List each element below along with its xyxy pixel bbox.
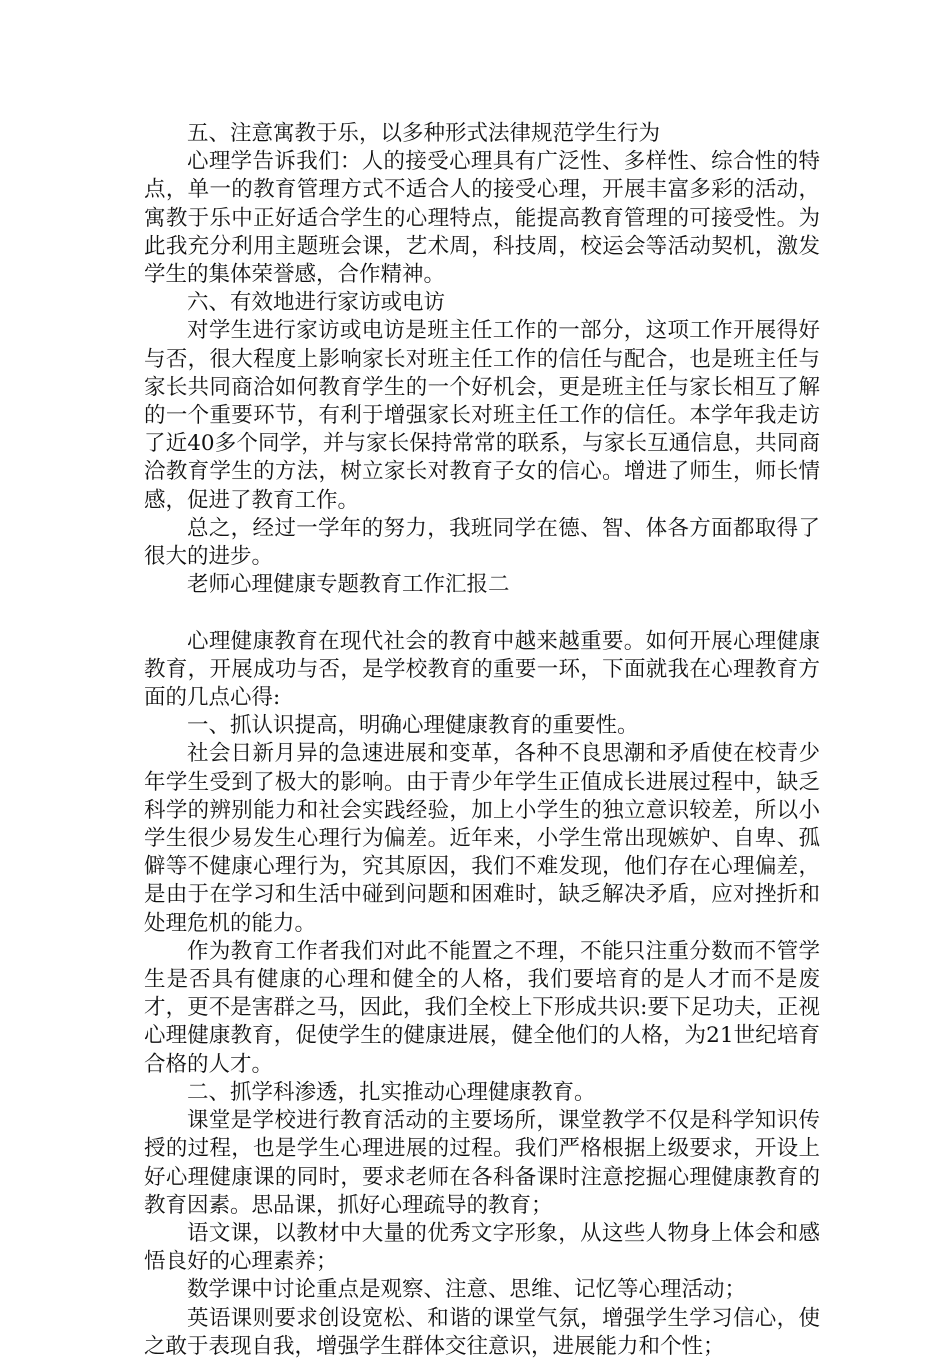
paragraph-educators: 作为教育工作者我们对此不能置之不理，不能只注重分数而不管学生是否具有健康的心理和健全的人格，我们要培育的是人才而不是废才，更不是害群之马，因此，我们全校上下形成共识:要下足功夫，正视心理健康教育，促使学生的健康进展，健全他们的人格，为21世纪培育合格的人才。 bbox=[144, 938, 820, 1077]
paragraph-chinese-class: 语文课，以教材中大量的优秀文字形象，从这些人物身上体会和感悟良好的心理素养； bbox=[144, 1220, 820, 1275]
paragraph-math-class: 数学课中讨论重点是观察、注意、思维、记忆等心理活动； bbox=[187, 1277, 747, 1303]
section-heading-2: 二、抓学科渗透，扎实推动心理健康教育。 bbox=[187, 1079, 596, 1105]
paragraph-intro: 心理健康教育在现代社会的教育中越来越重要。如何开展心理健康教育，开展成功与否，是学校教育的重要一环，下面就我在心理教育方面的几点心得: bbox=[144, 628, 820, 711]
blank-line bbox=[144, 599, 820, 627]
document-body bbox=[144, 120, 820, 1361]
section-heading-6: 六、有效地进行家访或电访 bbox=[187, 290, 446, 316]
section-heading-1: 一、抓认识提高，明确心理健康教育的重要性。 bbox=[187, 713, 639, 739]
paragraph-home-visits: 对学生进行家访或电访是班主任工作的一部分，这项工作开展得好与否，很大程度上影响家长对班主任工作的信任与配合，也是班主任与家长共同商洽如何教育学生的一个好机会，更是班主任与家长相互了解的一个重要环节，有利于增强家长对班主任工作的信任。本学年我走访了近40多个同学，并与家长保持常常的联系，与家长互通信息，共同商洽教育学生的方法，树立家长对教育子女的信心。增进了师生，师长情感，促进了教育工作。 bbox=[144, 318, 820, 513]
paragraph-summary: 总之，经过一学年的努力，我班同学在德、智、体各方面都取得了很大的进步。 bbox=[144, 515, 820, 570]
paragraph-psychology-activities: 心理学告诉我们：人的接受心理具有广泛性、多样性、综合性的特点，单一的教育管理方式不适合人的接受心理，开展丰富多彩的活动，寓教于乐中正好适合学生的心理特点，能提高教育管理的可接受性。为此我充分利用主题班会课，艺术周，科技周，校运会等活动契机，激发学生的集体荣誉感，合作精神。 bbox=[144, 149, 820, 288]
section-heading-5: 五、注意寓教于乐，以多种形式法律规范学生行为 bbox=[187, 121, 661, 146]
report-title-two: 老师心理健康专题教育工作汇报二 bbox=[187, 572, 510, 598]
paragraph-social-change: 社会日新月异的急速进展和变革，各种不良思潮和矛盾使在校青少年学生受到了极大的影响。由于青少年学生正值成长进展过程中，缺乏科学的辨别能力和社会实践经验，加上小学生的独立意识较差，所以小学生很少易发生心理行为偏差。近年来，小学生常出现嫉妒、自卑、孤僻等不健康心理行为，究其原因，我们不难发现，他们存在心理偏差，是由于在学习和生活中碰到问题和困难时，缺乏解决矛盾，应对挫折和处理危机的能力。 bbox=[144, 741, 820, 936]
paragraph-english-class: 英语课则要求创设宽松、和谐的课堂气氛，增强学生学习信心，使之敢于表现自我，增强学生群体交往意识，进展能力和个性； bbox=[144, 1305, 820, 1359]
paragraph-classroom: 课堂是学校进行教育活动的主要场所，课堂教学不仅是科学知识传授的过程，也是学生心理进展的过程。我们严格根据上级要求，开设上好心理健康课的同时，要求老师在各科备课时注意挖掘心理健康教育的教育因素。思品课，抓好心理疏导的教育； bbox=[144, 1108, 820, 1218]
